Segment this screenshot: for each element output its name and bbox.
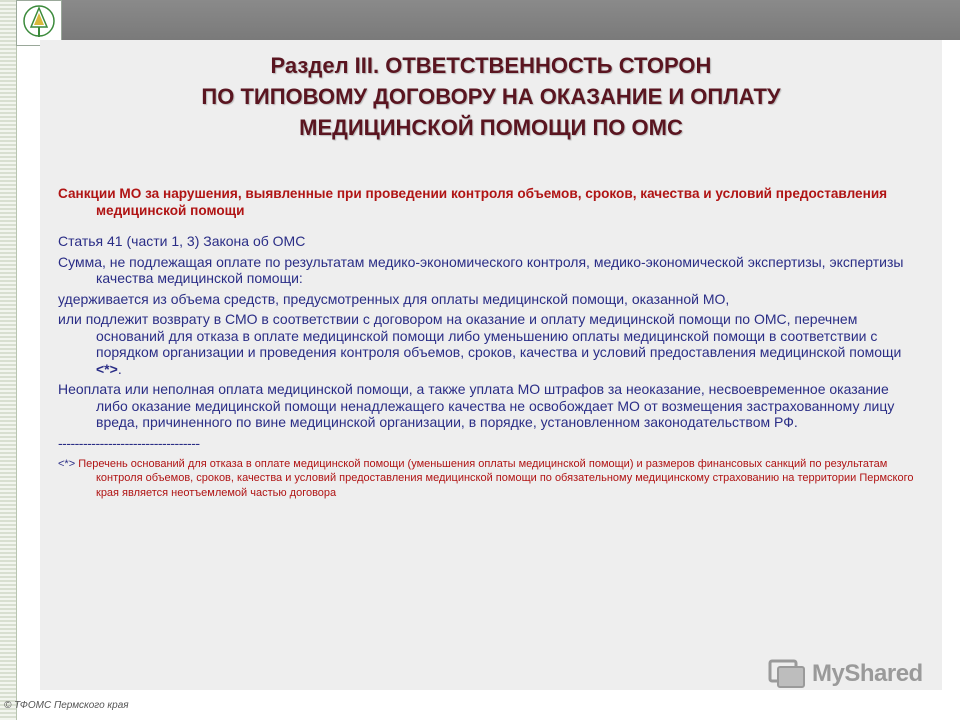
watermark-text: MyShared <box>812 660 923 687</box>
page-title <box>40 50 942 143</box>
law-article: Статья 41 (части 1, 3) Закона об ОМС <box>58 233 306 249</box>
paragraph-refund <box>58 311 920 377</box>
paragraph-withheld: удерживается из объема средств, предусмотренных для оплаты медицинской помощи, оказанной МО, <box>58 290 730 307</box>
paragraph-sum-not-payable: Сумма, не подлежащая оплате по результатам медико-экономического контроля, медико-экономической экспертизы, экспертизы качества медицинской помощи: <box>58 253 904 286</box>
footer-copyright: © ТФОМС Пермского края <box>4 700 129 711</box>
tree-logo-icon <box>17 1 61 45</box>
title-line-1: Раздел III. ОТВЕТСТВЕННОСТЬ СТОРОН <box>270 53 712 78</box>
watermark <box>768 657 923 691</box>
paragraph-refund-suffix: . <box>117 360 122 377</box>
slide-content <box>40 40 942 690</box>
top-banner <box>16 0 960 40</box>
footnote <box>58 457 920 501</box>
slide-body <box>58 186 920 500</box>
decorative-left-stripe <box>0 0 17 720</box>
presentation-icon <box>768 659 806 689</box>
footnote-separator: ---------------------------------- <box>58 434 200 451</box>
title-line-2: ПО ТИПОВОМУ ДОГОВОРУ НА ОКАЗАНИЕ И ОПЛАТУ <box>201 84 781 109</box>
footnote-text: Перечень оснований для отказа в оплате медицинской помощи (уменьшения оплаты медицинской помощи) и размеров финансовых санкций по результатам контроля объемов, сроков, качества и условий предоставления медицинской помощи по обязательному медицинскому страхованию на территории Пермского края является неотъемлемой частью договора <box>75 457 914 499</box>
footnote-reference: <*> <box>96 360 118 377</box>
sanctions-heading: Санкции МО за нарушения, выявленные при проведении контроля объемов, сроков, качества и условий предоставления медицинской помощи <box>58 186 888 218</box>
paragraph-nonpayment: Неоплата или неполная оплата медицинской помощи, а также уплата МО штрафов за неоказание, несвоевременное оказание либо оказание медицинской помощи ненадлежащего качества не освобождает МО от возмещения застрахованному лицу вреда, причиненного по вине медицинской организации, в порядке, установленном законодательством РФ. <box>58 381 895 430</box>
footnote-mark: <*> <box>58 457 76 470</box>
title-line-3: МЕДИЦИНСКОЙ ПОМОЩИ ПО ОМС <box>299 115 683 140</box>
paragraph-refund-text: или подлежит возврату в СМО в соответствии с договором на оказание и оплату медицинской помощи по ОМС, перечнем оснований для отказа в оплате медицинской помощи либо уменьшению оплаты медицинской помощи в соответствии с порядком организации и проведения контроля объемов, сроков, качества и условий предоставления медицинской помощи <box>58 311 902 360</box>
